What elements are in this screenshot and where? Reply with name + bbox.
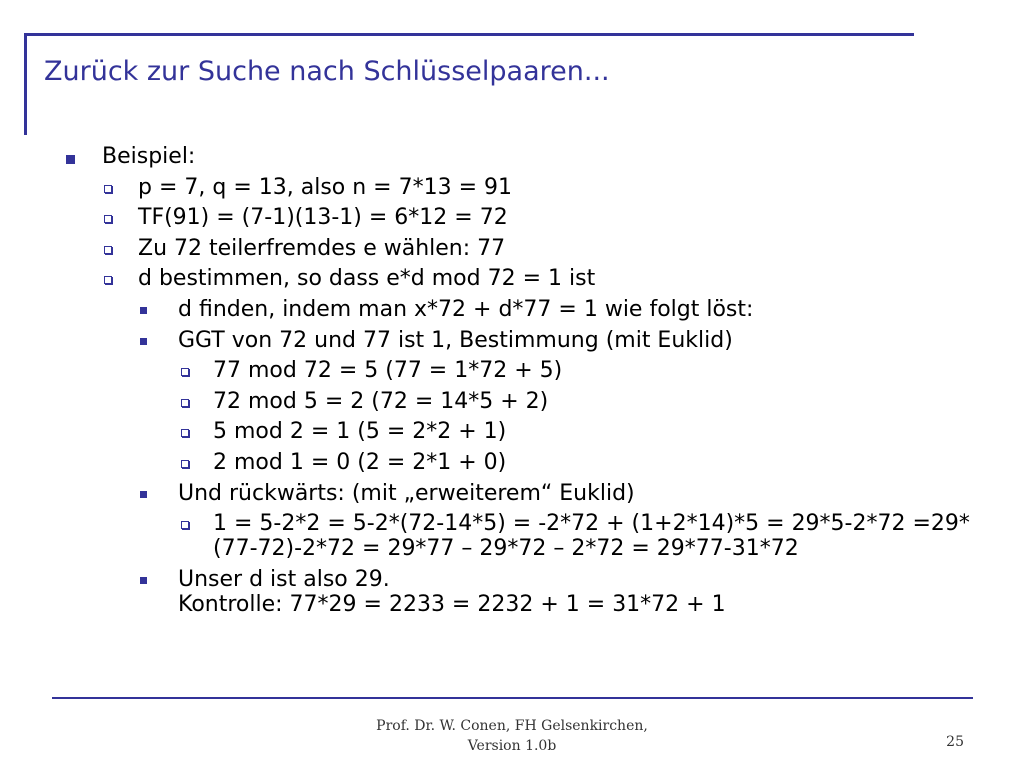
bullet-item-choose-e	[0, 236, 1024, 261]
bullet-text: p = 7, q = 13, also n = 7*13 = 91	[138, 174, 513, 200]
bullet-item-gcd	[0, 328, 1024, 353]
bullet-item-euclid-step-2	[0, 389, 1024, 414]
hollow-square-bullet-icon	[104, 215, 112, 223]
bullet-text: GGT von 72 und 77 ist 1, Bestimmung (mit Euklid)	[178, 327, 733, 353]
bullet-text: 72 mod 5 = 2 (72 = 14*5 + 2)	[213, 388, 549, 414]
bullet-text: 2 mod 1 = 0 (2 = 2*1 + 0)	[213, 449, 507, 475]
bullet-item-find-d	[0, 297, 1024, 322]
hollow-square-bullet-icon	[181, 429, 189, 437]
bullet-text: Beispiel:	[102, 144, 196, 169]
bullet-text-continuation: Kontrolle: 77*29 = 2233 = 2232 + 1 = 31*72 + 1	[178, 591, 726, 617]
bullet-item-euclid-step-4	[0, 450, 1024, 475]
filled-square-bullet-icon	[140, 577, 147, 584]
footer-version: Version 1.0b	[467, 738, 557, 754]
bullet-item-totient	[0, 205, 1024, 230]
bullet-text: 5 mod 2 = 1 (5 = 2*2 + 1)	[213, 419, 507, 445]
hollow-square-bullet-icon	[104, 185, 112, 193]
bullet-item-primes	[0, 175, 1024, 200]
filled-square-bullet-icon	[140, 491, 147, 498]
bullet-text: TF(91) = (7-1)(13-1) = 6*12 = 72	[138, 205, 508, 231]
title-frame-left-line	[24, 33, 27, 135]
footer-divider	[52, 697, 973, 699]
bullet-item-beispiel	[0, 144, 1024, 169]
bullet-item-determine-d	[0, 266, 1024, 291]
bullet-text: d finden, indem man x*72 + d*77 = 1 wie folgt löst:	[178, 296, 754, 322]
bullet-item-euclid-step-1	[0, 358, 1024, 383]
hollow-square-bullet-icon	[181, 368, 189, 376]
bullet-text: d bestimmen, so dass e*d mod 72 = 1 ist	[138, 266, 596, 292]
page-number: 25	[946, 734, 964, 750]
hollow-square-bullet-icon	[104, 246, 112, 254]
footer-credit	[300, 716, 724, 756]
bullet-text: Unser d ist also 29.	[178, 566, 390, 592]
hollow-square-bullet-icon	[104, 276, 112, 284]
bullet-text: Und rückwärts: (mit „erweiterem“ Euklid)	[178, 480, 635, 506]
bullet-text: Zu 72 teilerfremdes e wählen: 77	[138, 235, 506, 261]
filled-square-bullet-icon	[66, 155, 75, 164]
hollow-square-bullet-icon	[181, 399, 189, 407]
slide-title: Zurück zur Suche nach Schlüsselpaaren...	[44, 56, 610, 87]
filled-square-bullet-icon	[140, 307, 147, 314]
bullet-item-euclid-step-3	[0, 419, 1024, 444]
hollow-square-bullet-icon	[181, 521, 189, 529]
footer-author: Prof. Dr. W. Conen, FH Gelsenkirchen,	[376, 718, 648, 734]
hollow-square-bullet-icon	[181, 460, 189, 468]
bullet-text: 1 = 5-2*2 = 5-2*(72-14*5) = -2*72 + (1+2*14)*5 = 29*5-2*72 =29*(77-72)-2*72 = 29*77 – 29*72 – 2*72 = 29*77-31*72	[213, 511, 970, 562]
bullet-text: 77 mod 72 = 5 (77 = 1*72 + 5)	[213, 358, 563, 384]
bullet-item-extended-euclid	[0, 511, 1024, 561]
slide-content	[0, 144, 1024, 617]
filled-square-bullet-icon	[140, 338, 147, 345]
bullet-item-result	[0, 567, 1024, 617]
title-frame-top-line	[24, 33, 914, 36]
bullet-item-backwards	[0, 481, 1024, 506]
